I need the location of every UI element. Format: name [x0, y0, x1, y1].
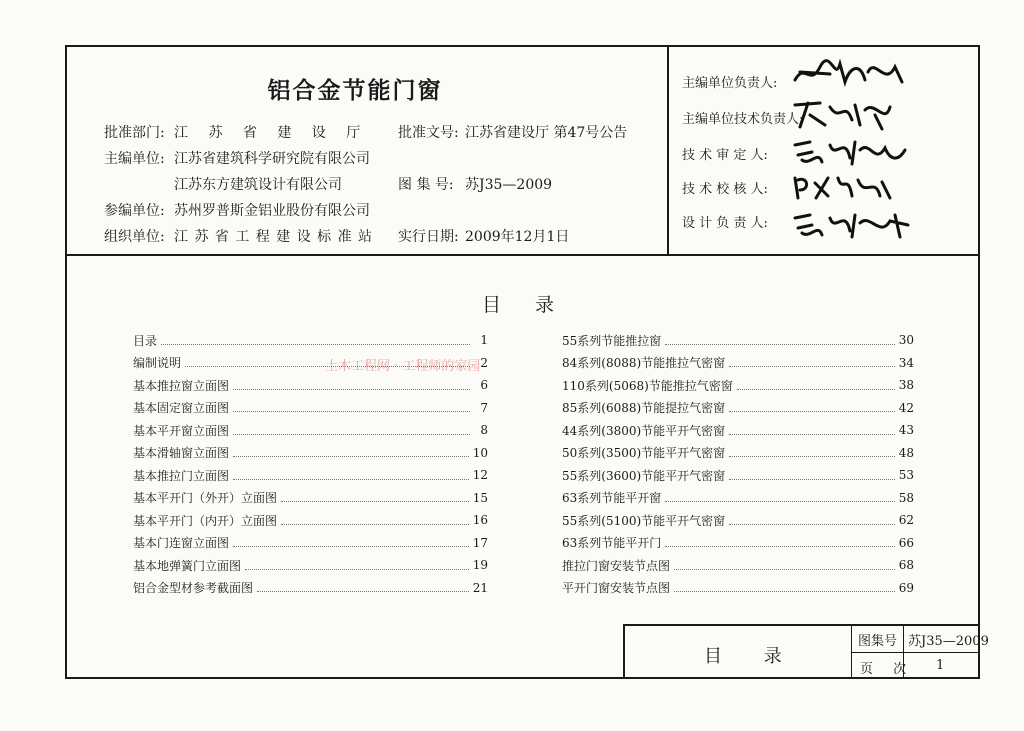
toc-entry-title: 63系列节能平开门 — [562, 536, 662, 550]
toc-entry-page: 58 — [898, 490, 914, 505]
toc-entry — [133, 398, 488, 418]
toc-leader-dots — [233, 456, 469, 457]
toc-leader-dots — [729, 411, 895, 412]
toc-entry — [133, 555, 488, 575]
toc-entry-page: 17 — [472, 535, 488, 550]
toc-entry-page: 8 — [480, 423, 488, 437]
toc-entry-page: 16 — [472, 513, 488, 527]
toc-entry — [133, 578, 488, 598]
toc-leader-dots — [665, 501, 894, 502]
signature-tech — [790, 95, 900, 133]
toc-leader-dots — [281, 501, 469, 502]
toc-entry — [133, 510, 488, 530]
toc-leader-dots — [729, 456, 895, 457]
toc-entry-page: 43 — [898, 423, 914, 437]
header-divider — [65, 254, 980, 256]
approval-dept-value: 江 苏 省 建 设 厅 — [174, 125, 369, 141]
toc-entry-title: 推拉门窗安装节点图 — [562, 558, 671, 573]
toc-entry-title: 55系列(3600)节能平开气密窗 — [562, 468, 726, 483]
toc-leader-dots — [729, 366, 895, 367]
toc-entry-title: 基本固定窗立面图 — [133, 401, 230, 415]
toc-entry-page: 34 — [898, 355, 914, 370]
toc-leader-dots — [281, 524, 469, 525]
toc-entry-page: 7 — [480, 400, 488, 415]
toc-entry — [562, 488, 914, 508]
toc-entry-page: 53 — [898, 468, 914, 482]
toc-leader-dots — [729, 524, 895, 525]
toc-leader-dots — [257, 591, 469, 592]
toc-leader-dots — [737, 389, 895, 390]
participating-label: 参编单位: — [104, 203, 165, 219]
toc-entry — [562, 510, 914, 530]
signature-role-design: 设 计 负 责 人: — [682, 216, 768, 231]
toc-entry — [562, 420, 914, 440]
toc-leader-dots — [245, 569, 469, 570]
toc-entry-title: 44系列(3800)节能平开气密窗 — [562, 423, 726, 438]
toc-entry-title: 63系列节能平开窗 — [562, 491, 662, 505]
toc-entry — [562, 533, 914, 553]
signature-chief — [790, 52, 910, 92]
toc-entry — [133, 488, 488, 508]
toc-entry — [562, 555, 914, 575]
toc-entry — [562, 398, 914, 418]
toc-entry-page: 12 — [472, 468, 488, 482]
toc-entry — [562, 443, 914, 463]
document-title: 铝合金节能门窗 — [267, 78, 443, 104]
title-block-atlas-value: 苏J35—2009 — [908, 634, 989, 649]
chief-unit-value-1: 江苏省建筑科学研究院有限公司 — [174, 151, 370, 167]
toc-entry-page: 30 — [898, 333, 914, 347]
participating-value: 苏州罗普斯金铝业股份有限公司 — [174, 203, 370, 219]
approval-doc-value: 江苏省建设厅 第47号公告 — [465, 125, 628, 141]
toc-entry-title: 基本平开窗立面图 — [133, 423, 230, 438]
toc-entry — [133, 443, 488, 463]
approval-doc-label: 批准文号: — [398, 125, 459, 141]
atlas-no-label: 图 集 号: — [398, 177, 454, 193]
toc-leader-dots — [665, 344, 894, 345]
effective-label: 实行日期: — [398, 229, 459, 245]
toc-entry-title: 基本平开门（内开）立面图 — [133, 513, 278, 528]
toc-entry — [562, 465, 914, 485]
signature-role-tech: 主编单位技术负责人: — [682, 112, 804, 127]
toc-leader-dots — [729, 479, 895, 480]
toc-entry — [562, 330, 914, 350]
signature-check — [790, 168, 900, 204]
chief-unit-label: 主编单位: — [104, 151, 165, 167]
toc-entry-title: 85系列(6088)节能提拉气密窗 — [562, 401, 726, 415]
toc-entry-page: 38 — [898, 378, 914, 392]
toc-entry-page: 62 — [898, 513, 914, 527]
effective-value: 2009年12月1日 — [465, 229, 570, 245]
toc-entry-page: 69 — [898, 580, 914, 595]
title-block-divider — [851, 652, 980, 653]
toc-entry — [562, 578, 914, 598]
toc-entry — [133, 330, 488, 350]
chief-unit-value-2: 江苏东方建筑设计有限公司 — [174, 177, 342, 193]
signature-role-check: 技 术 校 核 人: — [682, 182, 768, 197]
toc-entry-page: 6 — [480, 378, 488, 392]
toc-leader-dots — [674, 569, 895, 570]
toc-leader-dots — [233, 434, 470, 435]
toc-heading: 目 录 — [481, 294, 569, 316]
toc-entry-title: 铝合金型材参考截面图 — [133, 581, 254, 595]
toc-entry-page: 21 — [472, 580, 488, 595]
signature-review — [790, 130, 910, 170]
toc-entry-title: 平开门窗安装节点图 — [562, 581, 671, 595]
toc-entry-title: 55系列节能推拉窗 — [562, 333, 662, 348]
toc-entry-page: 48 — [898, 445, 914, 460]
toc-entry-page: 19 — [472, 558, 488, 572]
toc-leader-dots — [665, 546, 894, 547]
toc-entry — [562, 375, 914, 395]
toc-entry-page: 68 — [898, 558, 914, 572]
toc-entry-title: 基本滑轴窗立面图 — [133, 446, 230, 460]
organizer-label: 组织单位: — [104, 229, 165, 245]
toc-entry-page: 10 — [472, 445, 488, 460]
toc-entry — [133, 375, 488, 395]
toc-entry — [133, 420, 488, 440]
toc-entry-title: 基本门连窗立面图 — [133, 536, 230, 550]
toc-leader-dots — [233, 389, 470, 390]
toc-entry-title: 基本推拉窗立面图 — [133, 378, 230, 393]
toc-leader-dots — [233, 411, 470, 412]
toc-entry-title: 基本平开门（外开）立面图 — [133, 491, 278, 505]
toc-entry-title: 编制说明 — [133, 356, 182, 370]
signature-design — [790, 203, 915, 243]
signature-role-review: 技 术 审 定 人: — [682, 148, 768, 163]
title-block-drawing-name: 目 录 — [704, 646, 800, 667]
toc-entry-page: 42 — [898, 400, 914, 415]
title-block-page-value: 1 — [936, 658, 945, 673]
toc-entry-page: 15 — [472, 490, 488, 505]
approval-dept-label: 批准部门: — [104, 125, 165, 141]
organizer-value: 江 苏 省 工 程 建 设 标 准 站 — [174, 229, 374, 245]
toc-leader-dots — [233, 546, 469, 547]
toc-entry-title: 目录 — [133, 333, 158, 348]
toc-entry-page: 2 — [480, 355, 488, 370]
toc-entry-page: 66 — [898, 535, 914, 550]
signature-divider — [667, 45, 669, 255]
watermark: 土木工程网 · 工程师的家园 — [325, 359, 481, 374]
toc-entry-title: 基本地弹簧门立面图 — [133, 558, 242, 573]
toc-leader-dots — [233, 479, 469, 480]
toc-entry-title: 55系列(5100)节能平开气密窗 — [562, 513, 726, 528]
toc-leader-dots — [161, 344, 470, 345]
title-block-atlas-label: 图集号 — [858, 634, 898, 649]
toc-leader-dots — [729, 434, 895, 435]
atlas-no-value: 苏J35—2009 — [465, 177, 553, 193]
toc-entry-title: 50系列(3500)节能平开气密窗 — [562, 446, 726, 460]
toc-entry-page: 1 — [480, 333, 488, 347]
toc-entry-title: 84系列(8088)节能推拉气密窗 — [562, 356, 726, 370]
toc-entry — [133, 533, 488, 553]
signature-role-chief: 主编单位负责人: — [682, 76, 778, 91]
toc-entry — [133, 465, 488, 485]
toc-entry — [562, 353, 914, 373]
toc-leader-dots — [674, 591, 895, 592]
title-block-page-label: 页 次 — [860, 662, 915, 677]
toc-entry-title: 110系列(5068)节能推拉气密窗 — [562, 378, 733, 393]
toc-entry-title: 基本推拉门立面图 — [133, 468, 230, 483]
